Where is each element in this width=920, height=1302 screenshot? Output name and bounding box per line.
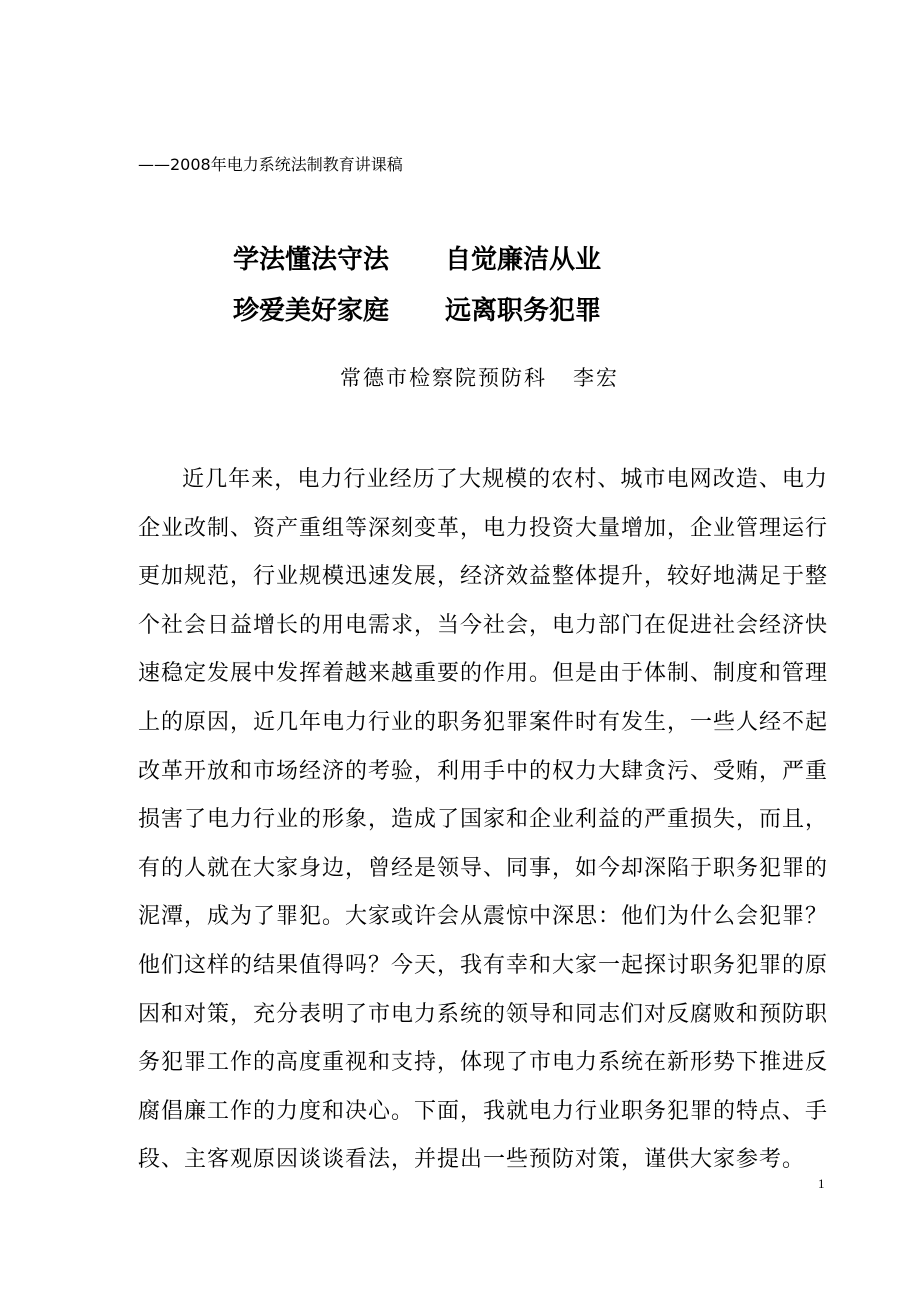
author-organization: 常德市检察院预防科 — [340, 366, 547, 390]
document-subtitle: ——2008年电力系统法制教育讲课稿 — [138, 155, 403, 174]
author-name: 李宏 — [573, 366, 619, 390]
title-line-2 — [233, 294, 601, 328]
title-line-1-part-2: 自觉廉洁从业 — [445, 245, 602, 275]
body-paragraph: 近几年来，电力行业经历了大规模的农村、城市电网改造、电力企业改制、资产重组等深刻变革，电力投资大量增加，企业管理运行更加规范，行业规模迅速发展，经济效益整体提升，较好地满足于整个社会日益增长的用电需求，当今社会，电力部门在促进社会经济快速稳定发展中发挥着越来越重要的作用。但是由于体制、制度和管理上的原因，近几年电力行业的职务犯罪案件时有发生，一些人经不起改革开放和市场经济的考验，利用手中的权力大肆贪污、受贿，严重损害了电力行业的形象，造成了国家和企业利益的严重损失，而且，有的人就在大家身边，曾经是领导、同事，如今却深陷于职务犯罪的泥潭，成为了罪犯。大家或许会从震惊中深思：他们为什么会犯罪？他们这样的结果值得吗？今天，我有幸和大家一起探讨职务犯罪的原因和对策，充分表明了市电力系统的领导和同志们对反腐败和预防职务犯罪工作的高度重视和支持，体现了市电力系统在新形势下推进反腐倡廉工作的力度和决心。下面，我就电力行业职务犯罪的特点、手段、主客观原因谈谈看法，并提出一些预防对策，谨供大家参考。 — [138, 467, 829, 1173]
author-byline — [340, 364, 619, 392]
title-line-1-part-1: 学法懂法守法 — [233, 245, 390, 275]
title-line-1 — [233, 243, 601, 277]
title-line-2-part-2: 远离职务犯罪 — [445, 296, 602, 326]
page-number: 1 — [818, 1176, 825, 1191]
title-line-2-part-1: 珍爱美好家庭 — [233, 296, 390, 326]
